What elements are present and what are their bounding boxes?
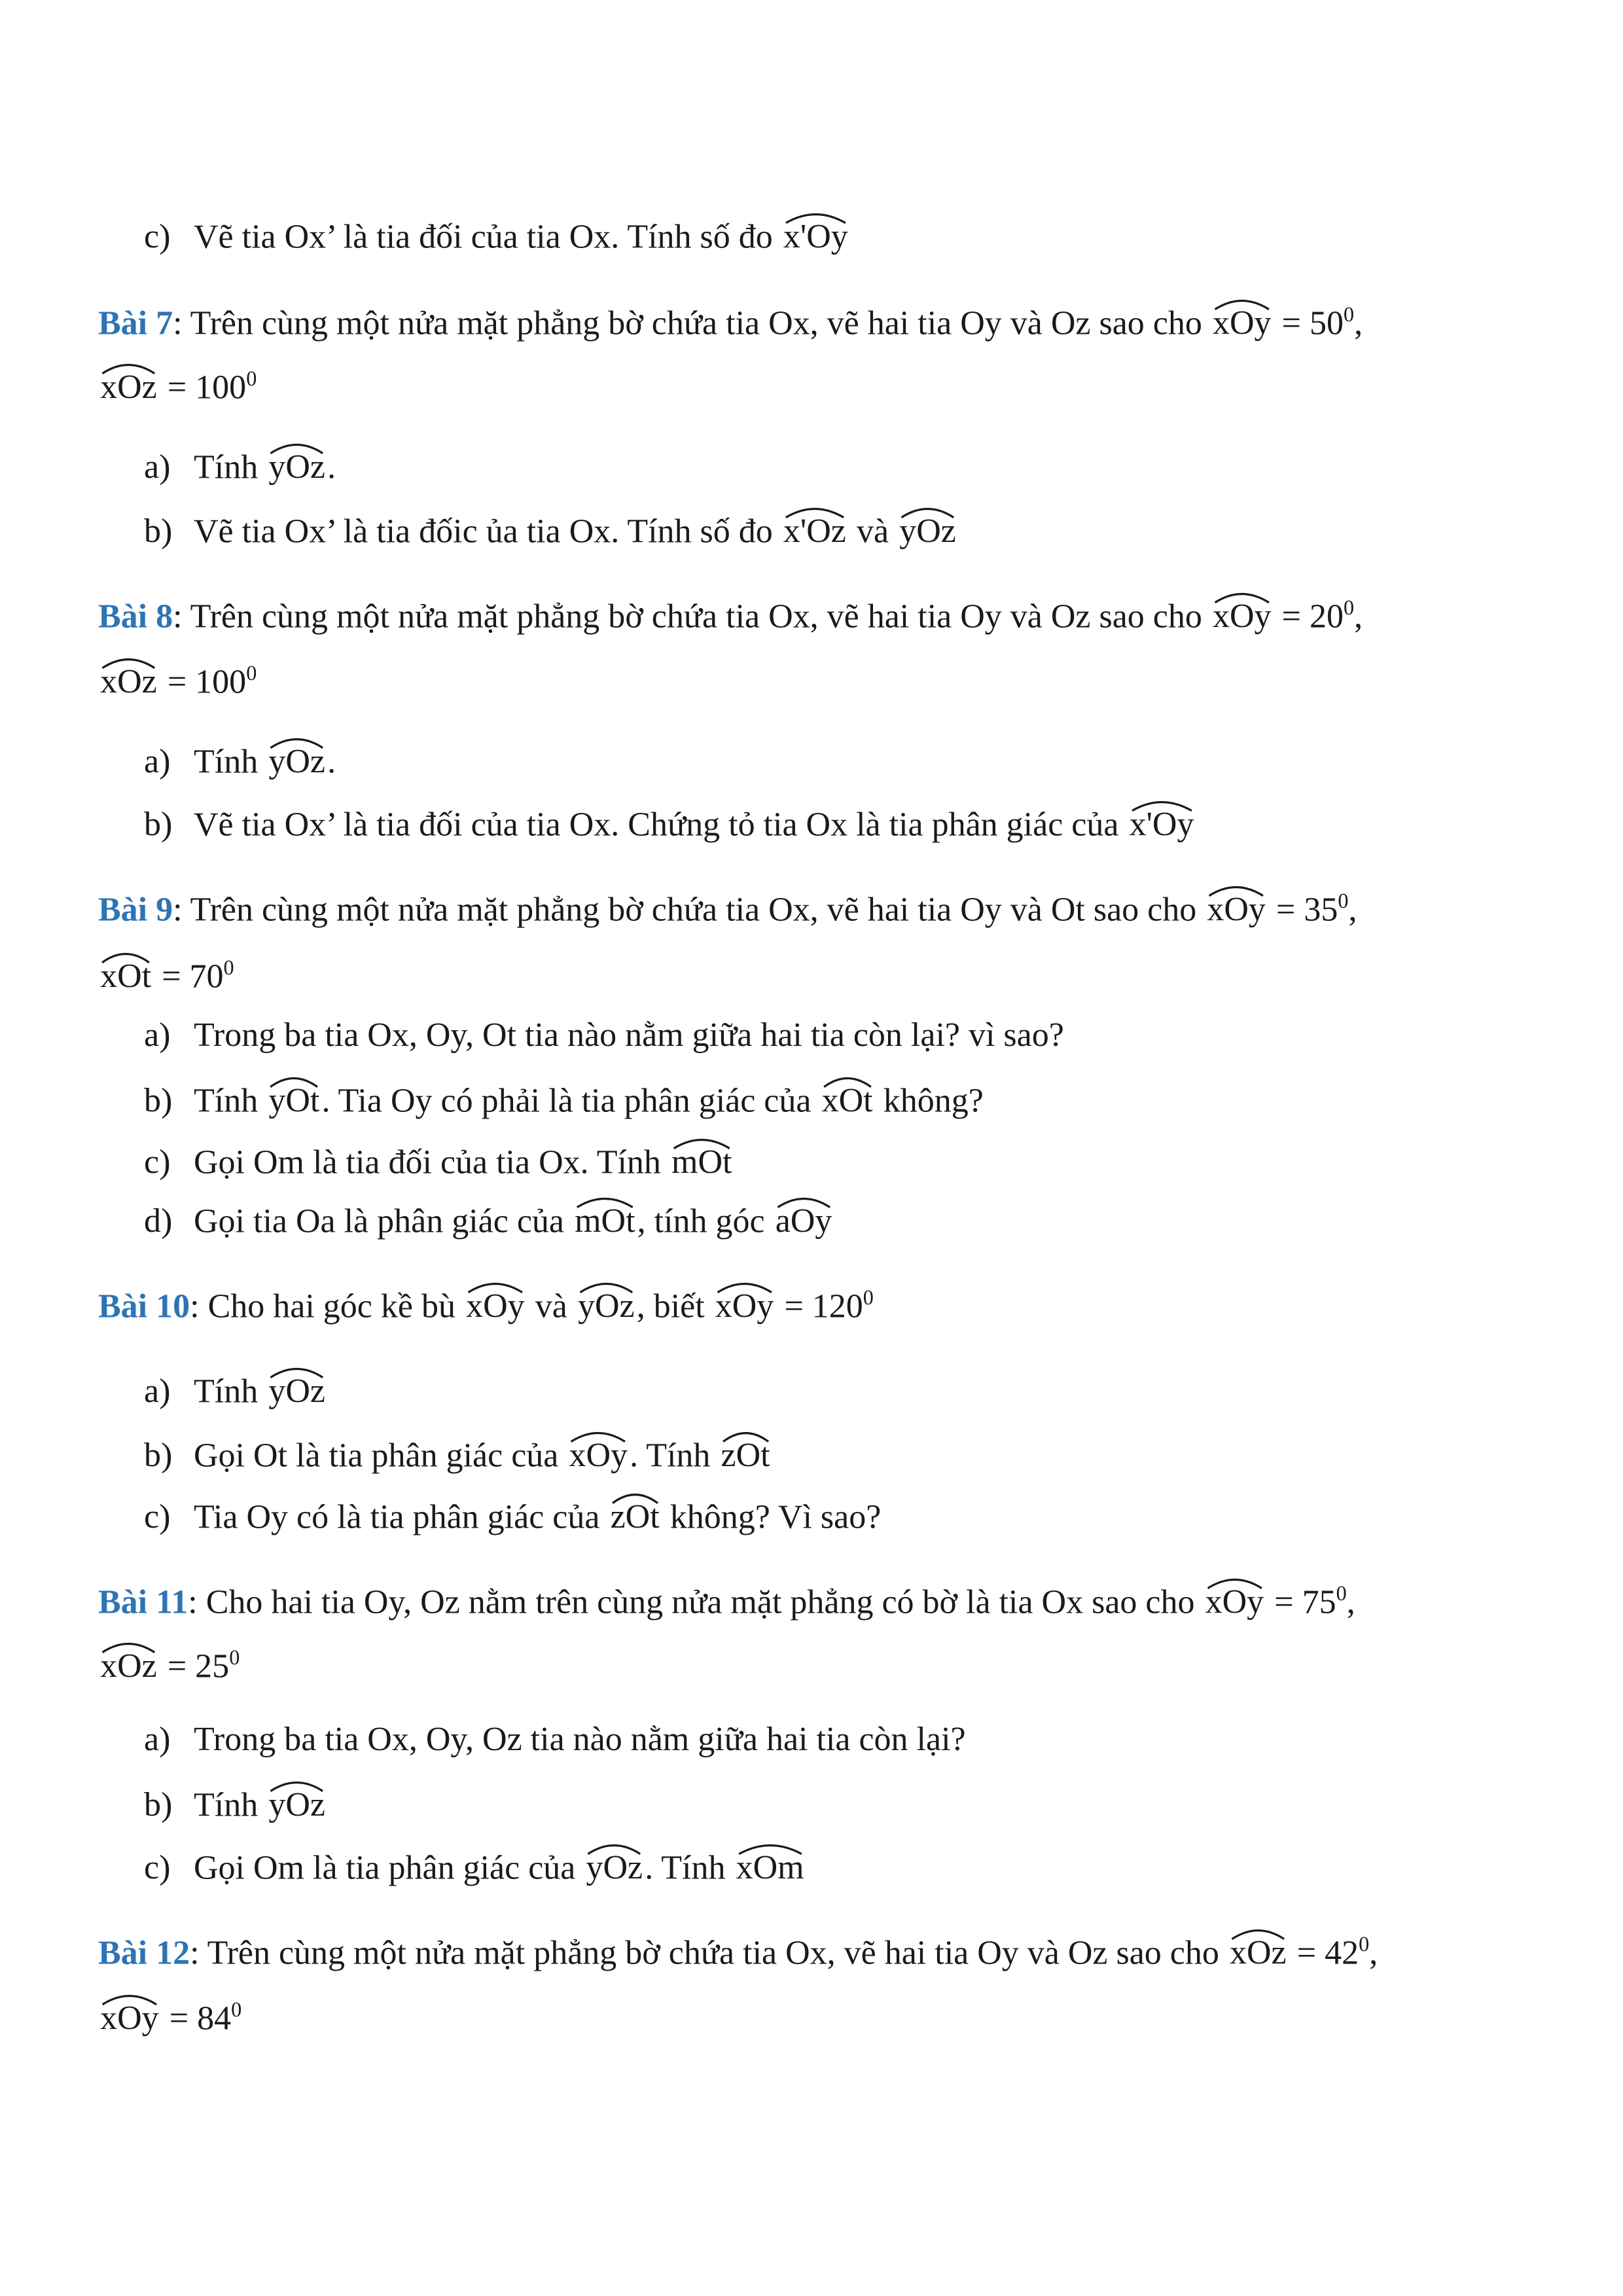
angle-arc-icon [466, 1280, 525, 1294]
exercise-heading: Bài 7 [98, 304, 173, 342]
line-bai8-a [144, 738, 336, 779]
angle-label: mOt [671, 1143, 732, 1181]
exercise-heading: Bài 12 [98, 1934, 190, 1972]
angle-arc-icon [899, 505, 956, 519]
angle-arc-icon [776, 1194, 832, 1209]
text-run: , [1369, 1934, 1378, 1972]
item-label: b) [144, 1082, 173, 1120]
text-run: = 100 [158, 663, 247, 701]
text-run: Tính [194, 448, 267, 486]
angle-label: xOt [100, 958, 152, 996]
degree-superscript: 0 [1336, 1581, 1347, 1605]
text-run: , [1346, 1583, 1355, 1621]
text-run: : Trên cùng một nửa mặt phẳng bờ chứa tia Ox, vẽ hai tia Oy và Oz sao cho [173, 598, 1211, 636]
angle-symbol [1205, 1579, 1264, 1619]
angle-symbol [1230, 1929, 1287, 1970]
angle-arc-icon [1230, 1926, 1287, 1941]
text-run: = 25 [158, 1647, 230, 1685]
text-run: : Cho hai góc kề bù [190, 1287, 464, 1325]
angle-symbol [1207, 886, 1266, 927]
line-bai9-b [144, 1077, 984, 1118]
degree-superscript: 0 [223, 956, 234, 980]
angle-label: xOz [100, 663, 157, 701]
text-run: . [327, 448, 336, 486]
line-bai10-b [144, 1432, 772, 1473]
item-label: c) [144, 1143, 171, 1181]
text-run: Tia Oy có là tia phân giác của [194, 1498, 609, 1536]
angle-symbol [899, 508, 956, 548]
angle-arc-icon [783, 210, 848, 224]
angle-arc-icon [1130, 798, 1194, 812]
angle-arc-icon [1207, 883, 1266, 897]
angle-label: yOz [586, 1849, 643, 1887]
item-label: d) [144, 1202, 173, 1240]
angle-symbol [721, 1432, 770, 1473]
item-label: c) [144, 218, 171, 256]
angle-symbol [578, 1283, 635, 1323]
line-bai8-b [144, 801, 1196, 842]
text-run: , [1354, 598, 1363, 636]
angle-label: xOy [466, 1287, 525, 1325]
line-bai9-title [98, 886, 1357, 927]
text-run: không? Vì sao? [661, 1498, 882, 1536]
angle-symbol [611, 1494, 660, 1534]
angle-arc-icon [611, 1490, 660, 1505]
angle-arc-icon [715, 1280, 774, 1294]
angle-symbol [736, 1844, 804, 1885]
line-bai11-title [98, 1579, 1355, 1619]
angle-arc-icon [100, 361, 157, 375]
angle-label: xOz [100, 1647, 157, 1685]
degree-superscript: 0 [1344, 302, 1355, 327]
line-bai7-cond [98, 364, 257, 404]
angle-symbol [268, 1077, 319, 1118]
degree-superscript: 0 [246, 367, 257, 391]
angle-arc-icon [268, 1365, 325, 1379]
item-label: b) [144, 1786, 173, 1824]
angle-arc-icon [783, 505, 846, 519]
line-bai10-a [144, 1368, 327, 1408]
angle-arc-icon [721, 1429, 770, 1443]
text-run: . Tính [630, 1437, 719, 1475]
degree-superscript: 0 [229, 1645, 240, 1670]
line-bai9-cond [98, 953, 234, 994]
angle-arc-icon [268, 735, 325, 749]
angle-arc-icon [268, 1074, 319, 1088]
degree-superscript: 0 [246, 661, 257, 685]
line-bai9-a [144, 1018, 1064, 1052]
exercise-heading: Bài 8 [98, 598, 173, 636]
angle-symbol [268, 1782, 325, 1822]
exercise-heading: Bài 9 [98, 891, 173, 929]
exercise-heading: Bài 10 [98, 1287, 190, 1325]
angle-arc-icon [578, 1280, 635, 1294]
angle-label: xOy [100, 2000, 159, 2037]
text-run: Tính [194, 1372, 267, 1410]
angle-symbol [715, 1283, 774, 1323]
angle-label: xOy [715, 1287, 774, 1325]
angle-label: xOy [1213, 304, 1272, 342]
angle-symbol [100, 1643, 157, 1683]
angle-label: xOy [1205, 1583, 1264, 1621]
item-label: a) [144, 743, 171, 781]
angle-symbol [822, 1077, 873, 1118]
text-run: . Tia Oy có phải là tia phân giác của [321, 1082, 820, 1120]
item-label: a) [144, 1721, 171, 1758]
text-run: = 20 [1273, 598, 1344, 636]
angle-arc-icon [1213, 296, 1272, 311]
angle-arc-icon [569, 1429, 628, 1443]
item-label: c) [144, 1498, 171, 1536]
text-run: Gọi Om là tia phân giác của [194, 1849, 584, 1887]
line-bai11-b [144, 1782, 327, 1822]
item-label: b) [144, 512, 173, 550]
text-run: = 35 [1268, 891, 1338, 929]
angle-symbol [268, 738, 325, 779]
angle-arc-icon [1213, 590, 1272, 604]
text-run: không? [874, 1082, 984, 1120]
angle-symbol [100, 658, 157, 699]
angle-label: x'Oy [1129, 806, 1194, 844]
angle-symbol [100, 364, 157, 404]
text-run: = 70 [153, 958, 224, 996]
angle-label: xOy [1207, 891, 1266, 929]
angle-label: xOz [100, 368, 157, 406]
line-bai11-cond [98, 1643, 240, 1683]
degree-superscript: 0 [1338, 889, 1349, 913]
angle-symbol [783, 213, 848, 254]
text-run: Vẽ tia Ox’ là tia đốic ủa tia Ox. Tính số đo [194, 512, 781, 550]
angle-symbol [466, 1283, 525, 1323]
text-run: Gọi Om là tia đối của tia Ox. Tính [194, 1143, 669, 1181]
text-run: , tính góc [637, 1202, 774, 1240]
angle-symbol [100, 1995, 159, 2036]
angle-label: x'Oy [783, 218, 848, 256]
angle-arc-icon [268, 1778, 325, 1793]
angle-arc-icon [100, 1992, 159, 2006]
angle-arc-icon [586, 1841, 643, 1856]
line-bai9-d [144, 1198, 834, 1238]
angle-symbol [100, 953, 151, 994]
text-run: và [526, 1287, 576, 1325]
text-run: = 50 [1273, 304, 1344, 342]
text-run: Tính [194, 1082, 267, 1120]
text-run: , [1354, 304, 1363, 342]
angle-symbol [1130, 801, 1194, 842]
angle-label: zOt [721, 1437, 770, 1475]
angle-label: xOz [1230, 1934, 1287, 1972]
item-label: a) [144, 1372, 171, 1410]
item-label: c) [144, 1849, 171, 1887]
text-run: Tính [194, 1786, 267, 1824]
angle-label: yOz [268, 1786, 325, 1824]
text-run: Gọi Ot là tia phân giác của [194, 1437, 567, 1475]
text-run: = 75 [1266, 1583, 1336, 1621]
angle-label: yOz [899, 512, 956, 550]
degree-superscript: 0 [231, 1998, 242, 2022]
angle-symbol [569, 1432, 628, 1473]
item-label: b) [144, 806, 173, 844]
text-run: = 120 [776, 1287, 863, 1325]
line-bai12-title [98, 1929, 1378, 1970]
angle-arc-icon [100, 655, 157, 670]
text-run: Vẽ tia Ox’ là tia đối của tia Ox. Tính số đo [194, 218, 781, 256]
angle-arc-icon [822, 1074, 873, 1088]
angle-symbol [586, 1844, 643, 1885]
angle-label: zOt [610, 1498, 660, 1536]
text-run: Trong ba tia Ox, Oy, Oz tia nào nằm giữa hai tia còn lại? [194, 1721, 966, 1758]
item-label: a) [144, 448, 171, 486]
angle-arc-icon [736, 1841, 804, 1856]
text-run: , [1348, 891, 1357, 929]
text-run: và [848, 512, 898, 550]
angle-label: mOt [575, 1202, 635, 1240]
text-run: . Tính [645, 1849, 734, 1887]
angle-symbol [671, 1139, 732, 1179]
line-bai6-c [144, 213, 850, 254]
degree-superscript: 0 [1344, 596, 1355, 620]
line-bai8-cond [98, 658, 257, 699]
item-label: a) [144, 1016, 171, 1054]
angle-arc-icon [575, 1194, 635, 1209]
line-bai8-title [98, 593, 1363, 634]
angle-symbol [776, 1198, 832, 1238]
line-bai11-a [144, 1723, 966, 1757]
angle-arc-icon [1205, 1575, 1264, 1590]
angle-label: yOz [268, 743, 325, 781]
text-run: : Trên cùng một nửa mặt phẳng bờ chứa tia Ox, vẽ hai tia Oy và Oz sao cho [190, 1934, 1228, 1972]
line-bai7-title [98, 300, 1363, 340]
line-bai7-a [144, 444, 336, 484]
text-run: Gọi tia Oa là phân giác của [194, 1202, 573, 1240]
angle-arc-icon [100, 1640, 157, 1654]
angle-label: xOm [736, 1849, 804, 1887]
angle-label: aOy [775, 1202, 832, 1240]
text-run: = 100 [158, 368, 247, 406]
angle-label: xOy [1213, 598, 1272, 636]
exercise-heading: Bài 11 [98, 1583, 188, 1621]
line-bai10-title [98, 1283, 874, 1323]
line-bai9-c [144, 1139, 734, 1179]
text-run: Tính [194, 743, 267, 781]
text-run: : Cho hai tia Oy, Oz nằm trên cùng nửa mặt phẳng có bờ là tia Ox sao cho [188, 1583, 1204, 1621]
item-label: b) [144, 1437, 173, 1475]
line-bai10-c [144, 1494, 881, 1534]
line-bai12-cond [98, 1995, 241, 2036]
text-run: : Trên cùng một nửa mặt phẳng bờ chứa tia Ox, vẽ hai tia Oy và Oz sao cho [173, 304, 1211, 342]
text-run: . [327, 743, 336, 781]
angle-label: x'Oz [783, 512, 846, 550]
angle-label: xOt [821, 1082, 873, 1120]
line-bai7-b [144, 508, 958, 548]
angle-symbol [268, 1368, 325, 1408]
angle-label: yOz [268, 1372, 325, 1410]
angle-label: yOt [268, 1082, 320, 1120]
angle-symbol [268, 444, 325, 484]
angle-symbol [1213, 593, 1272, 634]
degree-superscript: 0 [1359, 1932, 1370, 1956]
text-run: = 84 [160, 2000, 232, 2037]
angle-label: yOz [577, 1287, 635, 1325]
angle-symbol [783, 508, 846, 548]
text-run: = 42 [1288, 1934, 1359, 1972]
line-bai11-c [144, 1844, 806, 1885]
angle-arc-icon [100, 950, 151, 964]
degree-superscript: 0 [863, 1285, 874, 1310]
text-run: : Trên cùng một nửa mặt phẳng bờ chứa tia Ox, vẽ hai tia Oy và Ot sao cho [173, 891, 1205, 929]
text-run: Trong ba tia Ox, Oy, Ot tia nào nằm giữa hai tia còn lại? vì sao? [194, 1016, 1064, 1054]
angle-symbol [575, 1198, 635, 1238]
angle-symbol [1213, 300, 1272, 340]
angle-label: yOz [268, 448, 325, 486]
angle-arc-icon [671, 1136, 732, 1150]
text-run: Vẽ tia Ox’ là tia đối của tia Ox. Chứng tỏ tia Ox là tia phân giác của [194, 806, 1128, 844]
text-run: , biết [636, 1287, 713, 1325]
angle-arc-icon [268, 440, 325, 455]
angle-label: xOy [569, 1437, 628, 1475]
